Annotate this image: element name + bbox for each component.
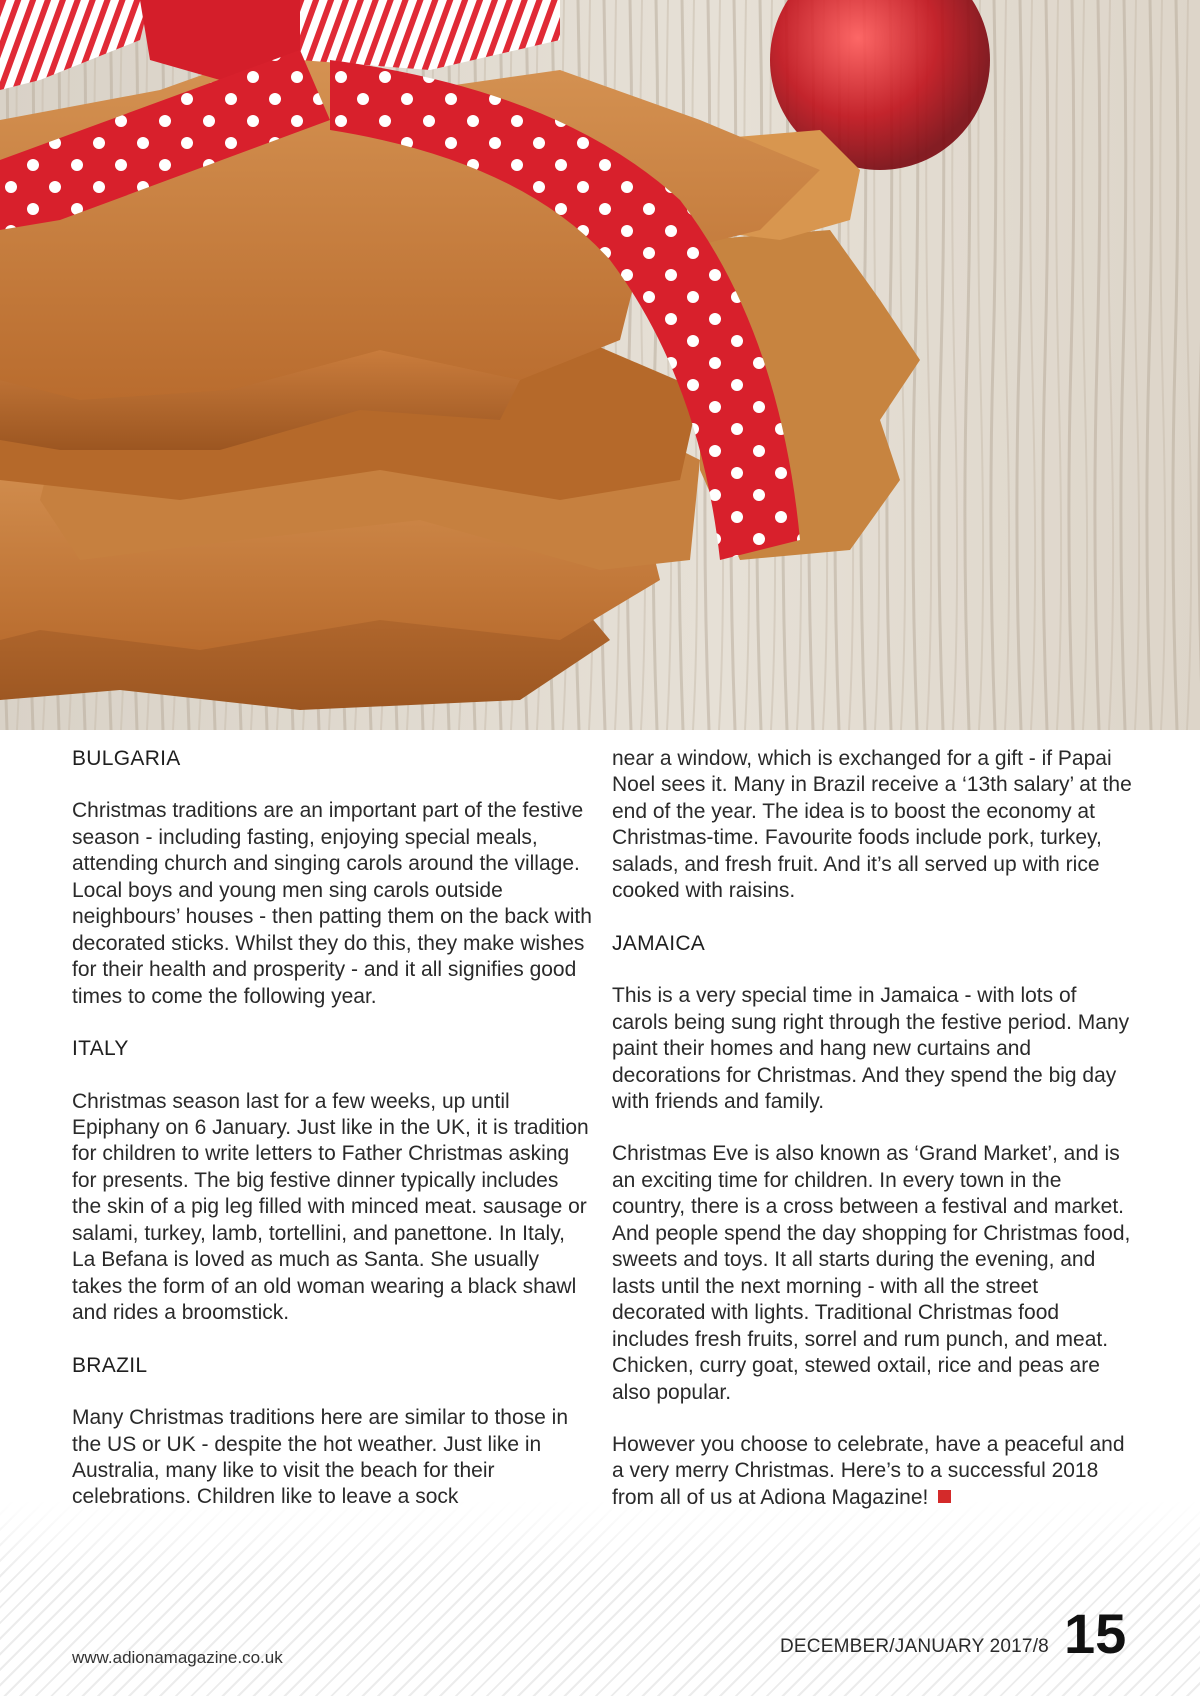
paragraph-jamaica-1: This is a very special time in Jamaica - with lots of carols being sung right through the festive period. Many paint their homes and hang new curtains and decorations for Christmas. And they spend the big day with friends and family. bbox=[612, 984, 1130, 1113]
footer-issue-date: DECEMBER/JANUARY 2017/8 bbox=[780, 1636, 1049, 1657]
article-end-marker bbox=[938, 1490, 951, 1503]
section-heading-jamaica: JAMAICA bbox=[612, 931, 706, 955]
paragraph-closing bbox=[612, 1432, 1132, 1511]
section-heading-bulgaria: BULGARIA bbox=[72, 747, 181, 770]
paragraph-brazil-start: Many Christmas traditions here are similar to those in the US or UK - despite the hot weather. Just like in Australia, many like to visit the beach for their celebrations. Children like to leave a sock bbox=[72, 1406, 569, 1509]
article-column-right bbox=[612, 746, 1132, 1537]
article-column-left bbox=[72, 746, 592, 1537]
section-heading-brazil: BRAZIL bbox=[72, 1353, 148, 1377]
paragraph-bulgaria: Christmas traditions are an important part of the festive season - including fasting, enjoying special meals, attending church and singing carols around the village. Local boys and young men sing carols outside neighbours’ houses - then patting them on the back with decorated sticks. Whilst they do this, they make wishes for their health and prosperity - and it all signifies good times to come the following year. bbox=[72, 799, 592, 1008]
paragraph-brazil-continued: near a window, which is exchanged for a gift - if Papai Noel sees it. Many in Brazil receive a ‘13th salary’ at the end of the year. The idea is to boost the economy at Christmas-time. Favourite foods include pork, turkey, salads, and fresh fruit. And it’s all served up with rice cooked with raisins. bbox=[612, 747, 1132, 903]
page-number: 15 bbox=[1064, 1602, 1127, 1665]
hero-image bbox=[0, 0, 1200, 730]
footer-website-url: www.adionamagazine.co.uk bbox=[72, 1648, 283, 1667]
paragraph-jamaica-2: Christmas Eve is also known as ‘Grand Market’, and is an exciting time for children. In every town in the country, there is a cross between a festival and market. And people spend the day shopping for Christmas food, sweets and toys. It all starts during the evening, and lasts until the next morning - with all the street decorated with lights. Traditional Christmas food includes fresh fruits, sorrel and rum punch, and meat. Chicken, curry goat, stewed oxtail, rice and peas are also popular. bbox=[612, 1142, 1131, 1404]
section-heading-italy: ITALY bbox=[72, 1037, 129, 1061]
closing-text: However you choose to celebrate, have a peaceful and a very merry Christmas. Here’s to a successful 2018 from all of us at Adiona Magazine! bbox=[612, 1432, 1125, 1509]
gingerbread-cookies-illustration bbox=[0, 0, 1200, 730]
paragraph-italy: Christmas season last for a few weeks, up until Epiphany on 6 January. Just like in the UK, it is tradition for children to write letters to Father Christmas asking for presents. The big festive dinner typically includes the skin of a pig leg filled with minced meat. sausage or salami, turkey, lamb, tortellini, and panettone. In Italy, La Befana is loved as much as Santa. She usually takes the form of an old woman wearing a black shawl and rides a broomstick. bbox=[72, 1089, 589, 1325]
